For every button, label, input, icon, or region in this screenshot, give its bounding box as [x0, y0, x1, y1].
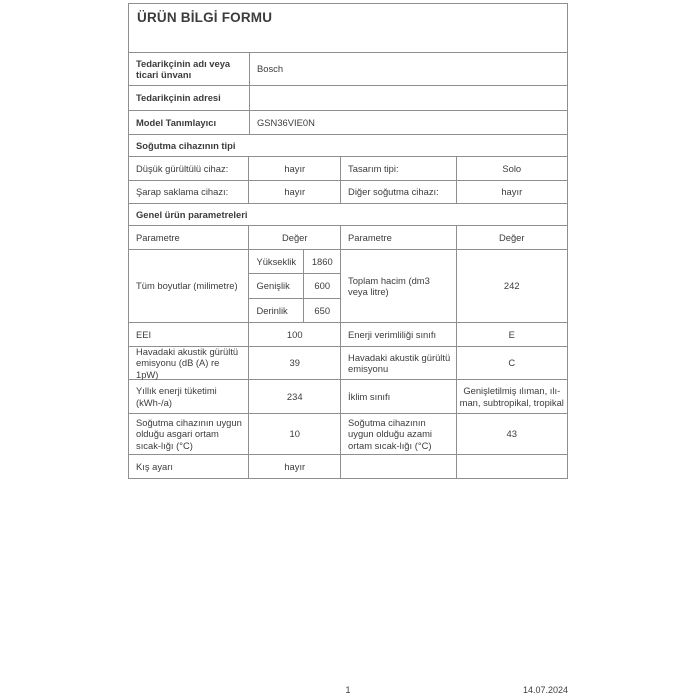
table-row: [129, 346, 567, 379]
param-value: 234: [248, 380, 340, 413]
page-number: 1: [345, 685, 351, 695]
dimension-value: 1860: [303, 250, 340, 273]
param-label: Şarap saklama cihazı:: [136, 186, 229, 198]
table-row: [129, 85, 567, 110]
param-label: Kış ayarı: [136, 460, 173, 472]
param-value: hayır: [456, 181, 567, 203]
supplier-name-label: Tedarikçinin adı veya ticari ünvanı: [136, 57, 231, 80]
dimension-entry: [249, 298, 340, 322]
table-row: [129, 413, 567, 454]
section-heading-row: [129, 134, 567, 156]
param-label: Havadaki akustik gürültü emisyonu (dB (A) re 1pW): [136, 346, 239, 380]
table-row: [129, 110, 567, 134]
dimensions-row: [129, 249, 567, 322]
dimension-value: 650: [303, 299, 340, 322]
column-header-value: Değer: [456, 226, 567, 249]
param-value: 10: [248, 414, 340, 454]
param-value: [456, 455, 567, 478]
column-header-parameter: Parametre: [340, 226, 455, 249]
param-label: Yıllık enerji tüketimi (kWh-/a): [136, 385, 217, 408]
column-header-row: [129, 225, 567, 249]
param-value: 43: [456, 414, 567, 454]
param-label: Düşük gürültülü cihaz:: [136, 162, 229, 174]
param-value: 39: [248, 347, 340, 379]
supplier-name-value: Bosch: [249, 53, 567, 85]
dimension-name: Yükseklik: [256, 256, 297, 268]
supplier-address-value: [249, 86, 567, 110]
column-header-value: Değer: [248, 226, 340, 249]
param-label: Soğutma cihazının uygun olduğu azami ortam sıcak-lığı (°C): [340, 414, 455, 454]
dimension-name: Derinlik: [256, 304, 288, 316]
volume-value: 242: [456, 250, 567, 322]
param-value: Solo: [456, 157, 567, 180]
param-label: Soğutma cihazının uygun olduğu asgari ortam sıcak-lığı (°C): [136, 417, 242, 451]
table-row: [129, 454, 567, 478]
table-row: [129, 156, 567, 180]
param-label: Enerji verimliliği sınıfı: [340, 323, 455, 346]
param-value: 100: [248, 323, 340, 346]
section-heading-row: [129, 203, 567, 225]
supplier-address-label: Tedarikçinin adresi: [136, 92, 221, 104]
type-section-heading: Soğutma cihazının tipi: [136, 139, 236, 151]
param-label: Havadaki akustik gürültü emisyonu: [340, 347, 455, 379]
dimensions-label: Tüm boyutlar (milimetre): [136, 280, 238, 292]
param-label: [340, 455, 455, 478]
dimension-entry: [249, 273, 340, 297]
general-section-heading: Genel ürün parametreleri: [136, 208, 248, 220]
param-label: İklim sınıfı: [340, 380, 455, 413]
page-footer: [128, 685, 568, 695]
column-header-parameter: Parametre: [136, 231, 180, 243]
model-label: Model Tanımlayıcı: [136, 116, 217, 128]
param-value: Genişletilmiş ılıman, ılı-man, subtropikal, tropikal: [456, 380, 567, 413]
param-value: C: [456, 347, 567, 379]
dimension-name: Genişlik: [256, 280, 290, 292]
dimensions-subtable: [248, 250, 340, 322]
volume-label: Toplam hacim (dm3 veya litre): [340, 250, 456, 322]
param-label: EEI: [136, 328, 152, 340]
param-value: hayır: [248, 181, 340, 203]
page-title: ÜRÜN BİLGİ FORMU: [137, 10, 273, 25]
dimension-value: 600: [303, 274, 340, 297]
footer-date: 14.07.2024: [522, 685, 568, 695]
param-value: hayır: [248, 455, 340, 478]
product-info-sheet: [128, 3, 568, 479]
param-label: Tasarım tipi:: [340, 157, 455, 180]
dimension-entry: [249, 250, 340, 273]
param-value: E: [456, 323, 567, 346]
table-row: [129, 322, 567, 346]
model-value: GSN36VIE0N: [249, 111, 567, 134]
param-value: hayır: [248, 157, 340, 180]
table-row: [129, 379, 567, 413]
table-row: [129, 180, 567, 203]
table-row-title: [129, 4, 567, 52]
param-label: Diğer soğutma cihazı:: [340, 181, 455, 203]
table-row: [129, 52, 567, 85]
